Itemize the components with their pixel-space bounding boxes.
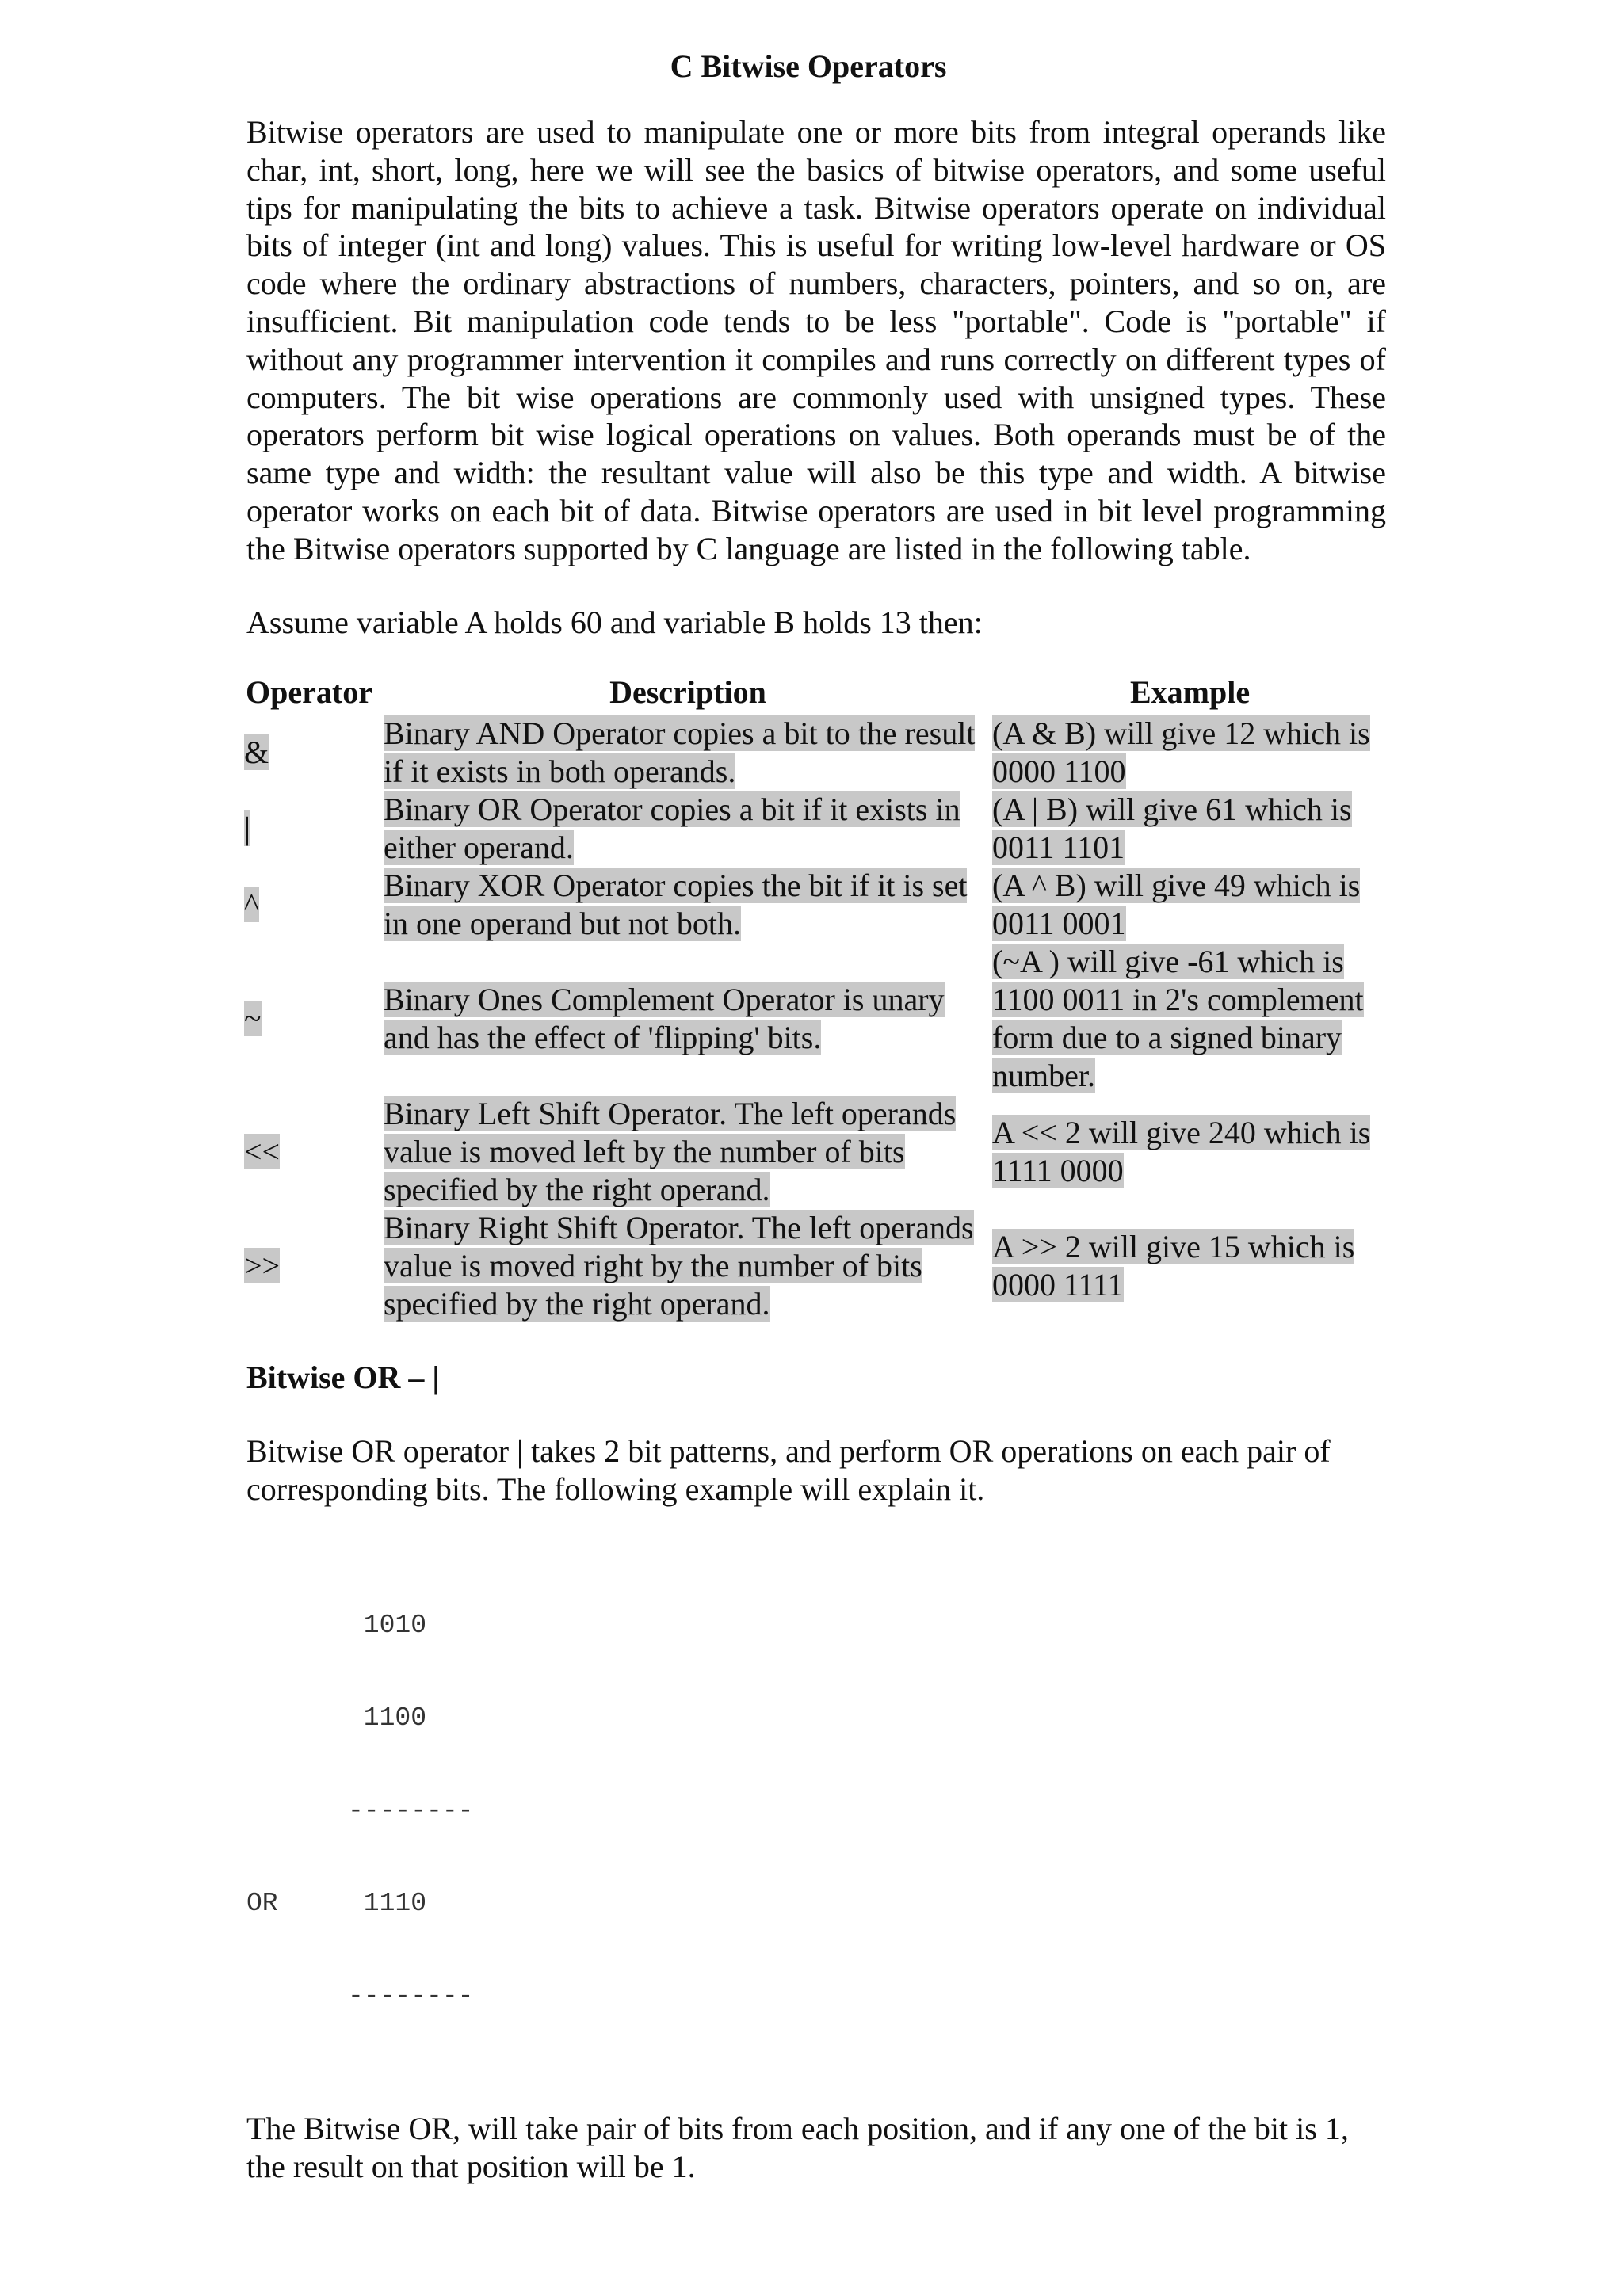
example-cell: (A ^ B) will give 49 which is 0011 0001: [992, 867, 1361, 941]
header-example: Example: [1129, 673, 1251, 710]
description-cell: Binary Right Shift Operator. The left operands value is moved right by the number of bits specified by the right operand.: [383, 1209, 974, 1322]
table-row: [242, 1209, 1388, 1323]
code-label: OR: [246, 1888, 278, 1918]
table-row: [242, 943, 1388, 1095]
table-row: [242, 715, 1388, 791]
page-title: C Bitwise Operators: [670, 48, 947, 84]
operator-cell: ^: [244, 886, 259, 922]
table-row: [242, 791, 1388, 867]
table-header-row: [242, 673, 1388, 715]
operators-table: [242, 673, 1388, 1323]
example-cell: (~A ) will give -61 which is 1100 0011 in 2's complement form due to a signed binary number.: [992, 943, 1364, 1093]
description-cell: Binary XOR Operator copies the bit if it is set in one operand but not both.: [383, 867, 968, 941]
example-cell: A >> 2 will give 15 which is 0000 1111: [992, 1228, 1355, 1302]
bitwise-or-paragraph: Bitwise OR operator | takes 2 bit patterns, and perform OR operations on each pair of corresponding bits. The following example will explain it.: [246, 1432, 1331, 1507]
assume-text: Assume variable A holds 60 and variable B holds 13 then:: [246, 604, 983, 640]
description-cell: Binary Ones Complement Operator is unary and has the effect of 'flipping' bits.: [383, 981, 945, 1055]
code-line: --------: [348, 1981, 474, 2011]
description-cell: Binary AND Operator copies a bit to the result if it exists in both operands.: [383, 715, 976, 789]
header-operator: Operator: [246, 673, 372, 710]
bitwise-or-conclusion: The Bitwise OR, will take pair of bits from each position, and if any one of the bit is 1, the result on that position will be 1.: [246, 2110, 1349, 2184]
operator-cell: <<: [244, 1133, 281, 1169]
description-cell: Binary OR Operator copies a bit if it exists in either operand.: [383, 791, 960, 865]
example-cell: (A | B) will give 61 which is 0011 1101: [992, 791, 1352, 865]
code-line: 1110: [348, 1888, 427, 1918]
example-cell: (A & B) will give 12 which is 0000 1100: [992, 715, 1370, 789]
intro-paragraph: Bitwise operators are used to manipulate one or more bits from integral operands like char, int, short, long, here we will see the basics of bitwise operators, and some useful tips for manipulating the bits to achieve a task. Bitwise operators operate on individual bits of integer (int and long) values. This is useful for writing low-level hardware or OS code where the ordinary abstractions of numbers, characters, pointers, and so on, are insufficient. Bit manipulation code tends to be less "portable". Code is "portable" if without any programmer intervention it compiles and runs correctly on different types of computers. The bit wise operations are commonly used with unsigned types. These operators perform bit wise logical operations on values. Both operands must be of the same type and width: the resultant value will also be this type and width. A bitwise operator works on each bit of data. Bitwise operators are used in bit level programming the Bitwise operators supported by C language are listed in the following table.: [246, 114, 1386, 566]
operator-cell: >>: [244, 1247, 281, 1283]
document-page: [246, 48, 1388, 2186]
operator-cell: &: [244, 734, 269, 770]
code-line: --------: [348, 1795, 474, 1825]
example-cell: A << 2 will give 240 which is 1111 0000: [992, 1114, 1371, 1188]
or-example-code: [246, 1548, 1388, 2073]
operator-cell: |: [244, 810, 251, 846]
code-line: 1100: [348, 1703, 427, 1733]
header-description: Description: [609, 673, 766, 710]
description-cell: Binary Left Shift Operator. The left operands value is moved left by the number of bits specified by the right operand.: [383, 1095, 957, 1207]
code-line: 1010: [348, 1610, 427, 1640]
table-row: [242, 1095, 1388, 1209]
bitwise-or-heading: Bitwise OR – |: [246, 1359, 440, 1395]
operator-cell: ~: [244, 1000, 262, 1036]
table-row: [242, 867, 1388, 943]
